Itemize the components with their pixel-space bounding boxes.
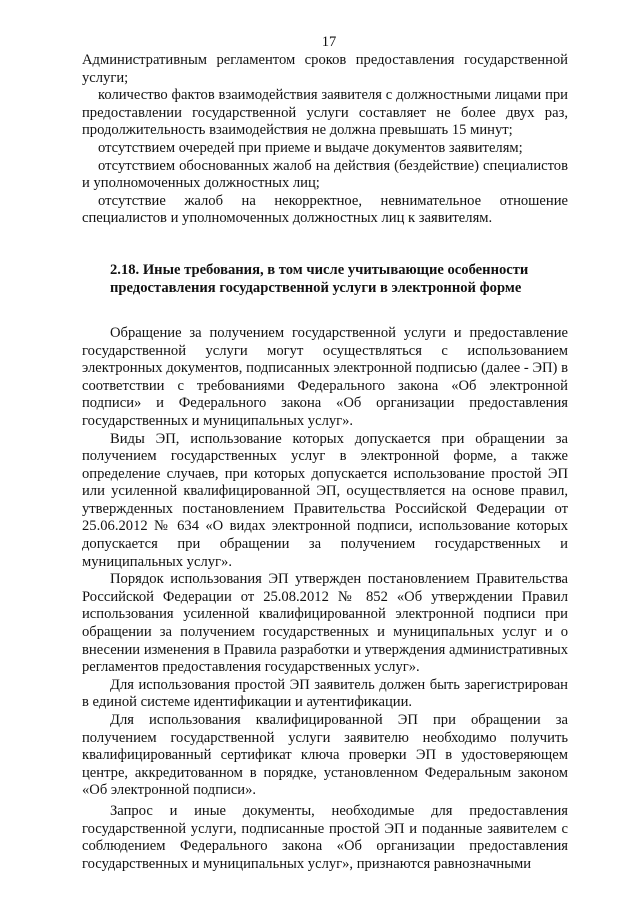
paragraph-no-queues: отсутствием очередей при приеме и выдаче документов заявителям; xyxy=(98,139,523,156)
paragraph-electronic-documents: Обращение за получением государственной услуги и предоставление государственной услуги могут осуществляться с использованием электронных документов, подписанных электронной подписью (далее - ЭП) в соответствии с требованиями Федерального закона «Об электронной подписи» и Федерального закона «Об организации предоставления государственных и муниципальных услуг». xyxy=(82,324,568,429)
paragraph-simple-signature: Для использования простой ЭП заявитель должен быть зарегистрирован в единой системе идентификации и аутентификации. xyxy=(82,676,568,711)
spacer xyxy=(82,297,568,325)
paragraph-regulation-terms: Административным регламентом сроков предоставления государственной услуги; xyxy=(82,52,568,86)
paragraph-no-justified-complaints: отсутствием обоснованных жалоб на действия (бездействие) специалистов и уполномоченных должностных лиц; xyxy=(82,157,568,192)
page-number: 17 xyxy=(321,34,337,50)
paragraph-qualified-signature: Для использования квалифицированной ЭП при обращении за получением государственной услуги заявителю необходимо получить квалифицированный сертификат ключа проверки ЭП в удостоверяющем центре, аккредитованном в порядке, установленном Федеральным законом «Об электронной подписи». xyxy=(82,712,568,799)
paragraph-signature-procedure: Порядок использования ЭП утвержден постановлением Правительства Российской Федерации от 25.08.2012 № 852 «Об утверждении Правил использования усиленной квалифицированной электронной подписи при обращении за получением государственных и муниципальных услуг и о внесении изменения в Правила разработки и утверждения административных регламентов предоставления государственных услуг». xyxy=(82,571,568,676)
paragraph-no-incorrect-attitude-complaints: отсутствие жалоб на некорректное, невнимательное отношение специалистов и уполномоченных должностных лиц к заявителям. xyxy=(82,192,568,227)
section-heading-2-18: 2.18. Иные требования, в том числе учитывающие особенности предоставления государственной услуги в электронной форме xyxy=(110,261,529,296)
spacer xyxy=(82,228,568,261)
paragraph-request-documents: Запрос и иные документы, необходимые для предоставления государственной услуги, подписанные простой ЭП и поданные заявителем с соблюдением Федерального закона «Об организации предоставления государственных и муниципальных услуг», признаются равнозначными xyxy=(82,802,568,872)
document-page xyxy=(82,34,568,873)
paragraph-interaction-count: количество фактов взаимодействия заявителя с должностными лицами при предоставлении государственной услуги составляет не более двух раз, продолжительность взаимодействия не должна превышать 15 минут; xyxy=(82,87,568,139)
paragraph-signature-types: Виды ЭП, использование которых допускается при обращении за получением государственных услуг в электронной форме, а также определение случаев, при которых допускается использование простой ЭП или усиленной квалифицированной ЭП, осуществляется на основе правил, утвержденных постановлением Правительства Российской Федерации от 25.06.2012 № 634 «О видах электронной подписи, использование которых допускается при обращении за получением государственных и муниципальных услуг». xyxy=(82,430,568,570)
